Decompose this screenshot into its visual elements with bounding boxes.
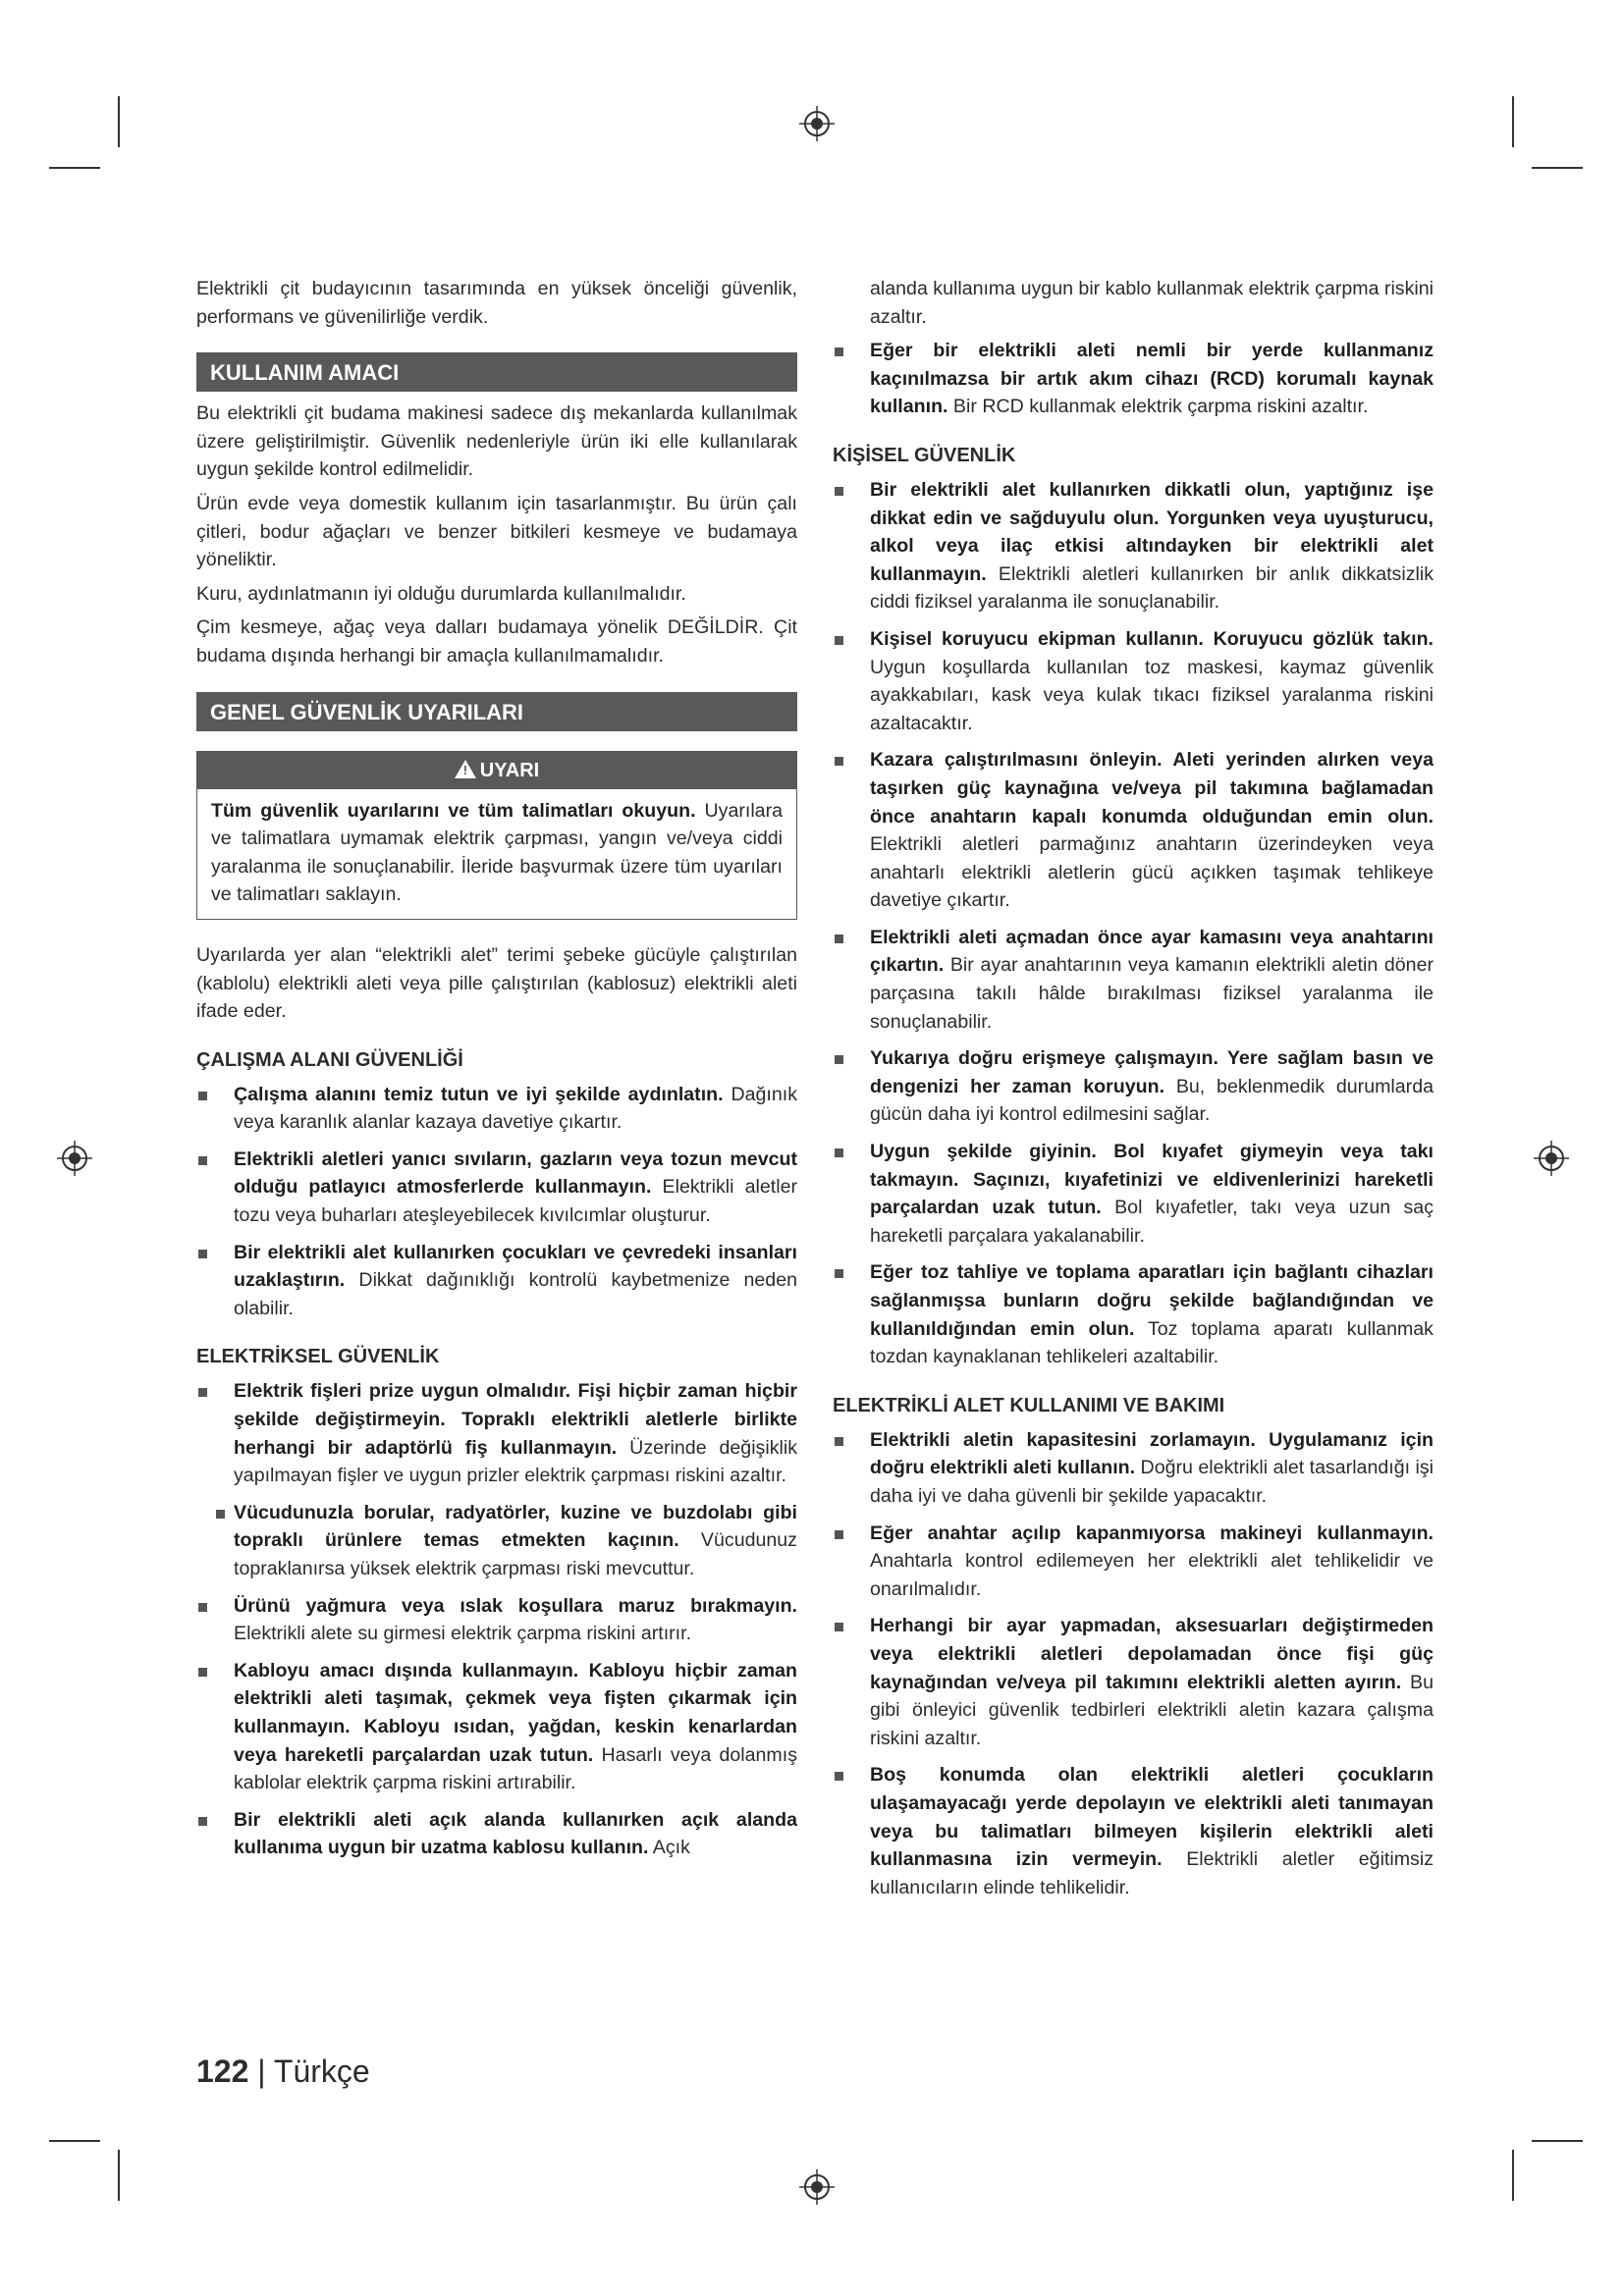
electrical-safety-list-continued — [833, 337, 1434, 421]
footer-separator: | — [257, 2054, 266, 2089]
warning-triangle-icon: ! — [455, 760, 476, 778]
warning-body — [197, 789, 796, 919]
crop-mark — [49, 2140, 100, 2142]
right-column — [833, 275, 1434, 1910]
list-item: Çalışma alanını temiz tutun ve iyi şekilde aydınlatın. Dağınık veya karanlık alanlar kazaya davetiye çıkartır. — [196, 1081, 797, 1137]
warning-label: UYARI — [479, 759, 540, 781]
registration-mark-icon — [797, 2167, 837, 2207]
list-item: Eğer anahtar açılıp kapanmıyorsa makineyi kullanmayın. Anahtarla kontrol edilemeyen her elektrikli alet tehlikelidir ve onarılmalıdır. — [833, 1520, 1434, 1604]
registration-mark-icon — [797, 104, 837, 143]
crop-mark — [118, 2150, 120, 2201]
page-footer — [196, 2052, 370, 2091]
crop-mark — [118, 96, 120, 147]
list-item: Bir elektrikli alet kullanırken dikkatli olun, yaptığınız işe dikkat edin ve sağduyulu olun. Yorgunken veya uyuşturucu, alkol veya ilaç etkisi altındayken bir elektrikli alet kullanmayın. Elektrikli aletleri kullanırken bir anlık dikkatsizlik ciddi fiziksel yaralanma ile sonuçlanabilir. — [833, 476, 1434, 616]
general-safety-heading: GENEL GÜVENLİK UYARILARI — [196, 692, 797, 731]
left-column — [196, 275, 797, 1871]
list-item: Eğer toz tahliye ve toplama aparatları için bağlantı cihazları sağlanmışsa bunların doğru şekilde bağlandığından ve kullanıldığından emin olun. Toz toplama aparatı kullanmak tozdan kaynaklanan tehlikeleri azaltabilir. — [833, 1258, 1434, 1370]
list-item: Vücudunuzla borular, radyatörler, kuzine ve buzdolabı gibi topraklı ürünlere temas etmekten kaçının. Vücudunuz topraklanırsa yüksek elektrik çarpması riski mevcuttur. — [206, 1499, 797, 1583]
personal-safety-list — [833, 476, 1434, 1371]
list-item: Yukarıya doğru erişmeye çalışmayın. Yere sağlam basın ve dengenizi her zaman koruyun. Bu, beklenmedik durumlarda gücün daha iyi kontrol edilmesini sağlar. — [833, 1044, 1434, 1129]
electrical-safety-list — [196, 1377, 797, 1862]
list-item: Elektrikli aletin kapasitesini zorlamayın. Uygulamanız için doğru elektrikli aleti kullanın. Doğru elektrikli alet tasarlandığı işi daha iyi ve daha güvenli bir şekilde yapacaktır. — [833, 1426, 1434, 1511]
list-item: Elektrikli aletleri yanıcı sıvıların, gazların veya tozun mevcut olduğu patlayıcı atmosferlerde kullanmayın. Elektrikli aletler tozu veya buharları ateşleyebilecek kıvılcımlar oluşturur. — [196, 1146, 797, 1230]
work-area-heading: ÇALIŞMA ALANI GÜVENLİĞİ — [196, 1048, 463, 1071]
footer-language: Türkçe — [273, 2054, 370, 2089]
work-area-list — [196, 1081, 797, 1323]
tool-use-list — [833, 1426, 1434, 1902]
registration-mark-icon — [55, 1139, 94, 1178]
list-item: Kişisel koruyucu ekipman kullanın. Koruyucu gözlük takın. Uygun koşullarda kullanılan toz maskesi, kaymaz güvenlik ayakkabıları, kask veya kulak tıkacı fiziksel yaralanma riskini azaltacaktır. — [833, 625, 1434, 737]
crop-mark — [1512, 2150, 1514, 2201]
warning-text: Uyarılara ve talimatlara uymamak elektrik çarpması, yangın ve/veya ciddi yaralanma ile sonuçlanabilir. İleride başvurmak üzere tüm uyarıları ve talimatları saklayın. — [211, 799, 783, 906]
list-item: Kazara çalıştırılmasını önleyin. Aleti yerinden alırken veya taşırken güç kaynağına ve/veya pil takımına bağlamadan önce anahtarın kapalı konumda olduğundan emin olun. Elektrikli aletleri parmağınız anahtarın üzerindeyken veya anahtarlı elektrikli aletlerin gücü açıkken taşımak tehlikeye davetiye çıkartır. — [833, 746, 1434, 915]
list-item: Kabloyu amacı dışında kullanmayın. Kabloyu hiçbir zaman elektrikli aleti taşımak, çekmek veya fişten çıkarmak için kullanmayın. Kabloyu ısıdan, yağdan, keskin kenarlardan veya hareketli parçalardan uzak tutun. Hasarlı veya dolanmış kablolar elektrik çarpma riskini artırabilir. — [196, 1657, 797, 1797]
crop-mark — [1512, 96, 1514, 147]
page-number: 122 — [196, 2054, 249, 2089]
list-item: Herhangi bir ayar yapmadan, aksesuarları değiştirmeden veya elektrikli aletleri depolamadan önce fişi güç kaynağından ve/veya pil takımını elektrikli aletten ayırın. Bu gibi önleyici güvenlik tedbirleri elektrikli aletin kazara çalışma riskini azaltır. — [833, 1612, 1434, 1752]
list-item: Elektrik fişleri prize uygun olmalıdır. Fişi hiçbir zaman hiçbir şekilde değiştirmeyin. Topraklı elektrikli aletlerle birlikte herhangi bir adaptörlü fiş kullanmayın. Üzerinde değişiklik yapılmayan fişler ve uygun prizler elektrik çarpması riskini azaltır. — [196, 1377, 797, 1489]
warning-box — [196, 751, 797, 920]
crop-mark — [1532, 2140, 1583, 2142]
personal-safety-heading: KİŞİSEL GÜVENLİK — [833, 444, 1016, 466]
intended-use-paragraph: Bu elektrikli çit budama makinesi sadece dış mekanlarda kullanılmak üzere geliştirilmiştir. Güvenlik nedenleriyle ürün iki elle kullanılarak uygun şekilde kontrol edilmelidir. — [196, 402, 797, 481]
electrical-safety-heading: ELEKTRİKSEL GÜVENLİK — [196, 1346, 440, 1368]
continuation-paragraph: alanda kullanıma uygun bir kablo kullanmak elektrik çarpma riskini azaltır. — [870, 278, 1434, 328]
tool-use-heading: ELEKTRİKLİ ALET KULLANIMI VE BAKIMI — [833, 1394, 1225, 1416]
crop-mark — [1532, 167, 1583, 169]
list-item: Eğer bir elektrikli aleti nemli bir yerde kullanmanız kaçınılmazsa bir artık akım cihazı (RCD) korumalı kaynak kullanın. Bir RCD kullanmak elektrik çarpma riskini azaltır. — [833, 337, 1434, 421]
crop-mark — [49, 167, 100, 169]
warning-bold-text: Tüm güvenlik uyarılarını ve tüm talimatları okuyun. — [211, 799, 696, 822]
registration-mark-icon — [1532, 1139, 1571, 1178]
intended-use-heading: KULLANIM AMACI — [196, 352, 797, 392]
intended-use-paragraph: Ürün evde veya domestik kullanım için tasarlanmıştır. Bu ürün çalı çitleri, bodur ağaçları ve benzer bitkileri kesmeye ve budamaya yöneliktir. — [196, 492, 797, 571]
list-item: Elektrikli aleti açmadan önce ayar kamasını veya anahtarını çıkartın. Bir ayar anahtarının veya kamanın elektrikli aletin döner parçasına takılı hâlde bırakılması fiziksel yaralanma ile sonuçlanabilir. — [833, 924, 1434, 1036]
list-item: Bir elektrikli aleti açık alanda kullanırken açık alanda kullanıma uygun bir uzatma kablosu kullanın. Açık — [196, 1806, 797, 1862]
list-item: Uygun şekilde giyinin. Bol kıyafet giymeyin veya takı takmayın. Saçınızı, kıyafetinizi ve eldivenlerinizi hareketli parçalardan uzak tutun. Bol kıyafetler, takı veya uzun saç hareketli parçalara yakalanabilir. — [833, 1138, 1434, 1250]
list-item: Bir elektrikli alet kullanırken çocukları ve çevredeki insanları uzaklaştırın. Dikkat dağınıklığı kontrolü kaybetmenize neden olabilir. — [196, 1239, 797, 1323]
term-definition-paragraph: Uyarılarda yer alan “elektrikli alet” terimi şebeke gücüyle çalıştırılan (kablolu) elektrikli aleti veya pille çalıştırılan (kablosuz) elektrikli aleti ifade eder. — [196, 943, 797, 1023]
intended-use-paragraph: Çim kesmeye, ağaç veya dalları budamaya yönelik DEĞİLDİR. Çit budama dışında herhangi bir amaçla kullanılmamalıdır. — [196, 616, 797, 667]
intro-paragraph: Elektrikli çit budayıcının tasarımında en yüksek önceliği güvenlik, performans ve güvenilirliğe verdik. — [196, 278, 797, 328]
list-item: Boş konumda olan elektrikli aletleri çocukların ulaşamayacağı yerde depolayın ve elektrikli aleti tanımayan veya bu talimatları bilmeyen kişilerin elektrikli aleti kullanmasına izin vermeyin. Elektrikli aletler eğitimsiz kullanıcıların elinde tehlikelidir. — [833, 1761, 1434, 1901]
list-item: Ürünü yağmura veya ıslak koşullara maruz bırakmayın. Elektrikli alete su girmesi elektrik çarpma riskini artırır. — [196, 1592, 797, 1648]
warning-header — [197, 752, 796, 789]
intended-use-paragraph: Kuru, aydınlatmanın iyi olduğu durumlarda kullanılmalıdır. — [196, 582, 686, 605]
